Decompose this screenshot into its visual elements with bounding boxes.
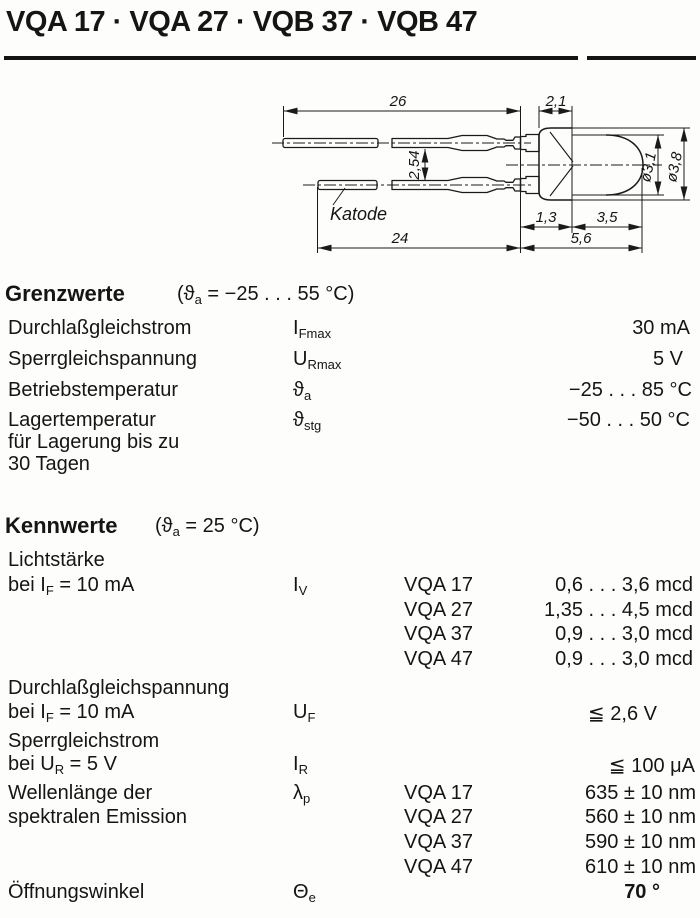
kennwerte-heading: Kennwerte xyxy=(5,513,118,538)
param-symbol: $U_F$ xyxy=(293,701,316,725)
grenzwerte-condition: ($ϑ_a = -25$ . . . 55 °C) xyxy=(177,283,355,307)
row-lichtstaerke-entry2 xyxy=(0,599,700,624)
param-symbol: $I_{Fmax}$ xyxy=(293,317,332,341)
device-name: VQA 37 xyxy=(404,623,473,645)
row-lichtstaerke xyxy=(0,549,700,574)
param-condition: bei $I_F = 10$ mA xyxy=(8,701,135,725)
param-condition: bei $I_F = 10$ mA xyxy=(8,574,135,598)
param-value: 590 ± 10 nm xyxy=(584,831,696,853)
param-value: 5 V xyxy=(652,348,683,370)
param-label: Öffnungswinkel xyxy=(8,881,145,903)
row-sperrgleichstrom-line2 xyxy=(0,753,700,778)
param-symbol: $U_{Rmax}$ xyxy=(293,348,342,372)
param-value: 0,6 . . . 3,6 mcd xyxy=(555,574,693,596)
param-symbol: $I_V$ xyxy=(293,574,308,598)
param-value: 610 ± 10 nm xyxy=(584,856,696,878)
row-sperrgleichspannung xyxy=(0,348,700,373)
dim-label-lead-top: 26 xyxy=(389,93,407,110)
param-value: 560 ± 10 nm xyxy=(584,806,696,828)
row-lichtstaerke-line2 xyxy=(0,574,700,599)
param-value: 1,35 . . . 4,5 mcd xyxy=(544,599,693,621)
param-symbol: $ϑ_a$ xyxy=(293,379,312,403)
row-oeffnungswinkel xyxy=(0,881,700,906)
param-value: ≦ 100 μA xyxy=(608,755,695,777)
row-lichtstaerke-entry4 xyxy=(0,648,700,673)
dim-label-flange-depth: 1,3 xyxy=(535,209,557,226)
param-value: 635 ± 10 nm xyxy=(584,782,696,804)
param-symbol: $I_R$ xyxy=(293,753,308,777)
dim-label-dome-diameter: ø3,1 xyxy=(637,150,661,184)
row-wellenlaenge-entry3 xyxy=(0,831,700,856)
device-name: VQA 27 xyxy=(404,599,473,621)
grenzwerte-heading-row xyxy=(0,281,700,306)
param-symbol: $\lambda_p$ xyxy=(293,782,311,806)
device-name: VQA 47 xyxy=(404,856,473,878)
dim-label-pitch: 2,54 xyxy=(406,150,423,180)
param-label: spektralen Emission xyxy=(8,806,187,828)
dim-label-flange-diameter: ø3,8 xyxy=(663,150,687,184)
row-durchlassgleichspannung xyxy=(0,677,700,702)
row-sperrgleichstrom xyxy=(0,730,700,755)
row-lagertemperatur-line2: für Lagerung bis zu xyxy=(8,431,180,453)
device-name: VQA 17 xyxy=(404,782,473,804)
param-value: 30 mA xyxy=(632,317,690,339)
row-wellenlaenge xyxy=(0,782,700,807)
param-label: Durchlaßgleichspannung xyxy=(8,677,230,699)
dim-label-dome-length: 3,5 xyxy=(596,209,618,226)
param-label: Durchlaßgleichstrom xyxy=(8,317,192,339)
device-name: VQA 17 xyxy=(404,574,473,596)
param-label: Betriebstemperatur xyxy=(8,379,179,401)
row-lagertemperatur-line3: 30 Tagen xyxy=(8,453,90,475)
param-condition: bei $U_R = 5$ V xyxy=(8,753,117,777)
param-symbol: $\Theta_e$ xyxy=(293,881,316,905)
kennwerte-condition: ($ϑ_a = 25$ °C) xyxy=(155,515,260,539)
kennwerte-heading-row xyxy=(0,513,700,538)
dim-label-lead-bottom: 24 xyxy=(391,230,409,247)
grenzwerte-heading: Grenzwerte xyxy=(5,281,125,306)
dim-label-flange-width: 2,1 xyxy=(545,93,567,110)
param-value: −50 . . . 50 °C xyxy=(566,409,690,431)
param-label: Wellenlänge der xyxy=(8,782,153,804)
param-label: Lagertemperatur xyxy=(8,409,156,431)
device-name: VQA 27 xyxy=(404,806,473,828)
device-name: VQA 47 xyxy=(404,648,473,670)
param-symbol: $ϑ_{stg}$ xyxy=(293,409,322,433)
param-value: 0,9 . . . 3,0 mcd xyxy=(555,623,693,645)
row-betriebstemperatur xyxy=(0,379,700,404)
row-wellenlaenge-entry4 xyxy=(0,856,700,881)
param-label: Sperrgleichspannung xyxy=(8,348,198,370)
param-label: Sperrgleichstrom xyxy=(8,730,160,752)
param-value: −25 . . . 85 °C xyxy=(568,379,692,401)
dim-label-body-length: 5,6 xyxy=(570,230,592,247)
param-value: 70 ° xyxy=(624,881,660,903)
row-durchlassgleichstrom xyxy=(0,317,700,342)
param-value: ≦ 2,6 V xyxy=(587,703,657,725)
page-title: VQA 17 · VQA 27 · VQB 37 · VQB 47 xyxy=(6,6,478,38)
param-value: 0,9 . . . 3,0 mcd xyxy=(555,648,693,670)
cathode-label: Katode xyxy=(330,204,388,224)
row-durchlassgleichspannung-line2 xyxy=(0,701,700,726)
device-name: VQA 37 xyxy=(404,831,473,853)
param-label: Lichtstärke xyxy=(8,549,105,571)
row-wellenlaenge-line2 xyxy=(0,806,700,831)
row-lichtstaerke-entry3 xyxy=(0,623,700,648)
